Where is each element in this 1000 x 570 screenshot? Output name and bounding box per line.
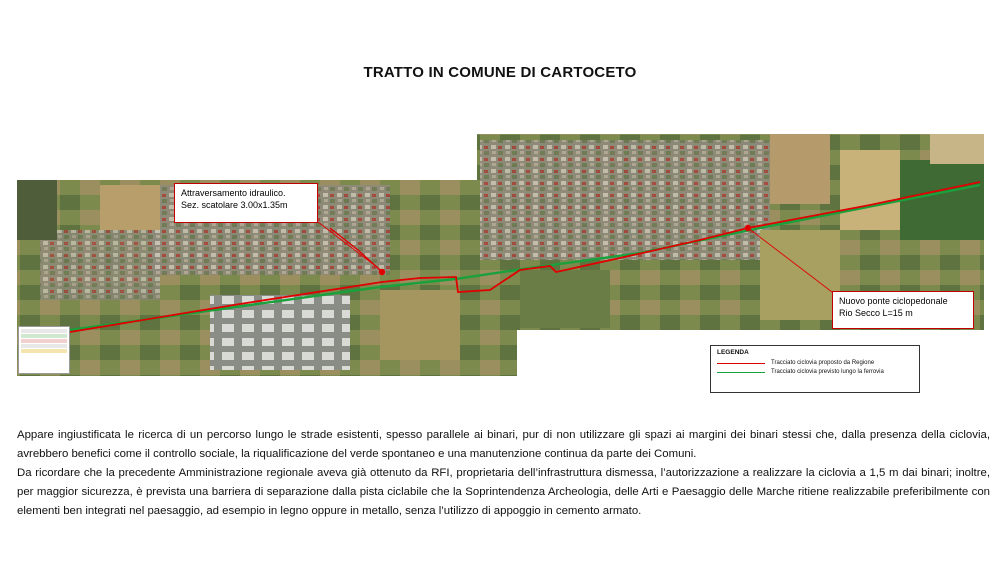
map-mini-legend: [18, 326, 70, 374]
legend-swatch-red: [717, 363, 765, 364]
paragraph-1: Appare ingiustificata le ricerca di un percorso lungo le strade esistenti, spesso parallele ai binari, pur di non utilizzare gli spazi ai margini dei binari stessi che, dalla presenza della ciclovia, avrebbero benefici come il controllo sociale, la riqualificazione del verde spontaneo e una manutenzione continua da parte dei Comuni.: [17, 429, 990, 460]
body-text: [17, 426, 990, 521]
callout-ponte-line-2: Rio Secco L=15 m: [839, 308, 913, 318]
legend-label-ferrovia: Tracciato ciclovia previsto lungo la ferrovia: [771, 369, 884, 375]
callout-attraversamento-line-2: Sez. scatolare 3.00x1.35m: [181, 200, 288, 210]
legend-swatch-green: [717, 372, 765, 373]
legend-row-regione: [717, 360, 913, 366]
legend-label-regione: Tracciato ciclovia proposto da Regione: [771, 360, 875, 366]
page-title: TRATTO IN COMUNE DI CARTOCETO: [363, 64, 637, 81]
paragraph-2: Da ricordare che la precedente Amministrazione regionale aveva già ottenuto da RFI, proprietaria dell’infrastruttura dismessa, l’autorizzazione a realizzare la ciclovia a 1,5 m dai binari; inoltre, per maggior sicurezza, è prevista una barriera di separazione dalla pista ciclabile che la Soprintendenza Archeologia, delle Arti e Paesaggio delle Marche ritiene realizzabile preferibilmente con elementi ben integrati nel paesaggio, ad esempio in legno oppure in metallo, senza l’utilizzo di appoggio in cemento armato.: [17, 467, 990, 517]
legend-title: LEGENDA: [717, 349, 749, 356]
callout-attraversamento: [174, 183, 318, 223]
callout-ponte: [832, 291, 974, 329]
callout-ponte-line-1: Nuovo ponte ciclopedonale: [839, 296, 948, 306]
callout-attraversamento-line-1: Attraversamento idraulico.: [181, 188, 286, 198]
map-legend: [710, 345, 920, 393]
legend-row-ferrovia: [717, 369, 913, 375]
